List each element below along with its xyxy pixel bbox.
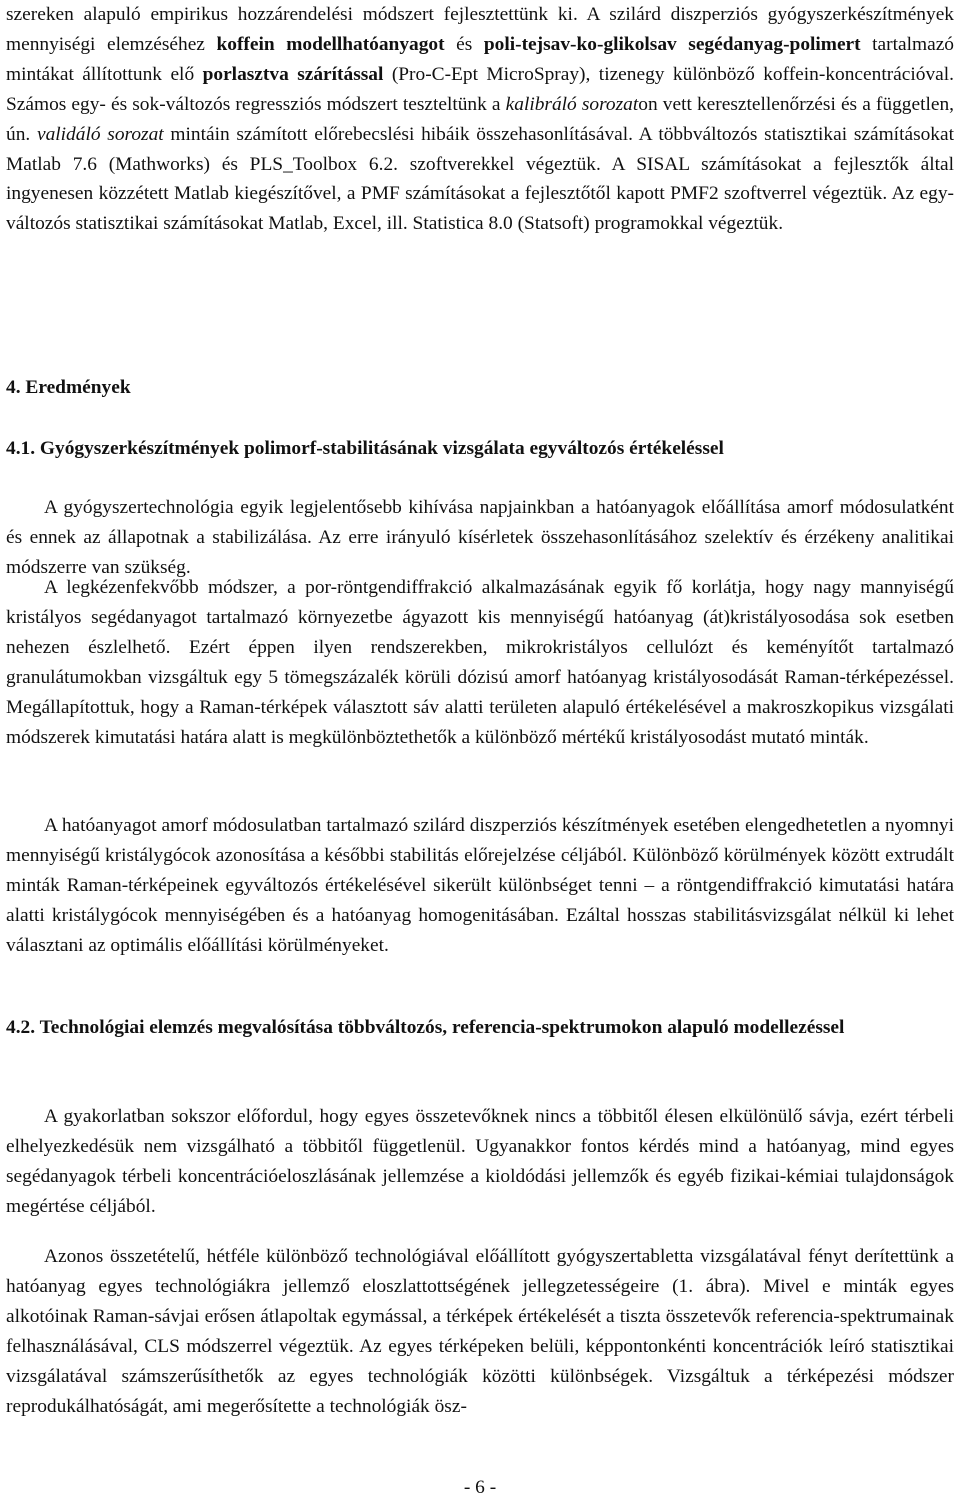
bold-term: koffein modellhatóanyagot — [216, 33, 445, 55]
bold-term: porlasztva szárítással — [202, 63, 384, 85]
intro-text: (Pro-C-Ept MicroSpray), tizenegy különböző koffein-koncentrációval. Számos egy- és sok-változós regressziós módszert teszteltünk a — [6, 63, 955, 115]
intro-paragraph — [6, 0, 954, 239]
intro-text: szereken alapuló empirikus hozzárendelési módszert fejlesztettünk ki. A szilárd diszperziós gyógyszerkészítmények mennyiségi elemzéséhez — [6, 4, 954, 55]
section-4-1-heading: 4.1. Gyógyszerkészítmények polimorf-stabilitásának vizsgálata egyváltozós értékeléssel — [6, 438, 724, 459]
paragraph: A hatóanyagot amorf módosulatban tartalmazó szilárd diszperziós készítmények esetében elengedhetetlen a nyomnyi mennyiségű kristálygócok azonosítása a későbbi stabilitás előrejelzése céljából. Különböző körülmények között extrudált minták Raman-térképeinek egyváltozós értékelésével sikerült különbséget tenni – a röntgendiffrakció kimutatási határa alatti kristálygócok mennyiségében és a hatóanyag homogenitásában. Ezáltal hosszas stabilitásvizsgálat nélkül ki lehet választani az optimális előállítási körülményeket. — [6, 815, 954, 956]
paragraph: A gyógyszertechnológia egyik legjelentősebb kihívása napjainkban a hatóanyagok előállítása amorf módosulatként és ennek az állapotnak a stabilizálása. Az erre irányuló kísérletek összehasonlításához szelektív és érzékeny analitikai módszerre van szükség. — [6, 497, 954, 578]
software-text: A többváltozós statisztikai számításokat Matlab 7.6 (Mathworks) és PLS_Toolbox 6.2. szoftverekkel végeztük. A SISAL számításokat a fejlesztők által ingyenesen közzétett Matlab kiegészítővel, a PMF számításokat a fejlesztőtől kapott PMF2 szoftverrel végeztük. Az egy-változós statisztikai számításokat Matlab, Excel, ill. Statistica 8.0 (Statsoft) programokkal végeztük. — [6, 123, 954, 235]
bold-term: poli-tejsav-ko-glikolsav segédanyag-polimert — [483, 33, 861, 55]
page-number: - 6 - — [463, 1477, 497, 1498]
section-4-heading: 4. Eredmények — [6, 377, 131, 398]
intro-text: on vett keresztellenőrzési és a független, ún. — [6, 93, 954, 145]
intro-text: tartalmazó mintákat állítottunk elő — [6, 33, 954, 85]
section-4-2-heading: 4.2. Technológiai elemzés megvalósítása többváltozós, referencia-spektrumokon alapuló modellezéssel — [6, 1017, 845, 1038]
paragraph: Azonos összetételű, hétféle különböző technológiával előállított gyógyszertabletta vizsgálatával fényt derítettünk a hatóanyag egyes technológiákra jellemző eloszlattottségének jellegzetességeire (1. ábra). Mivel e minták egyes alkotóinak Raman-sávjai erősen átlapoltak egymással, a térképek értékelését a tiszta összetevők referencia-spektrumainak felhasználásával, CLS módszerrel végeztük. Az egyes térképeken belüli, képpontonkénti koncentrációk leíró statisztikai vizsgálatával számszerűsíthetők az egyes technológiák közötti különbségek. Vizsgáltuk a térképezési módszer reprodukálhatóságát, ami megerősítette a technológiák ösz- — [6, 1246, 954, 1417]
paragraph: A legkézenfekvőbb módszer, a por-röntgendiffrakció alkalmazásának egyik fő korlátja, hogy nagy mannyiségű kristályos segédanyagot tartalmazó környezetbe ágyazott kis mennyiségű hatóanyag (át)kristályosodása sok esetben nehezen észlelhető. Ezért éppen ilyen rendszerekben, mikrokristályos cellulózt és keményítőt tartalmazó granulátumokban vizsgáltuk egy 5 tömegszázalék körüli dózisú amorf hatóanyag kristályosodását Raman-térképezéssel. Megállapítottuk, hogy a Raman-térképek választott sáv alatti területen alapuló értékelésével a makroszkopikus vizsgálati módszerek kimutatási határa alatt is megkülönböztethetők a különböző mértékű kristályosodást mutató minták. — [6, 577, 954, 748]
italic-term: kalibráló sorozat — [505, 93, 639, 115]
paragraph: A gyakorlatban sokszor előfordul, hogy egyes összetevőknek nincs a többitől élesen elkülönülő sávja, ezért térbeli elhelyezkedésük nem vizsgálható a többitől függetlenül. Ugyanakkor fontos kérdés mind a hatóanyag, mind egyes segédanyagok térbeli koncentrációeloszlásának jellemzése a kioldódási jellemzők és egyéb fizikai-kémiai tulajdonságok megértése céljából. — [6, 1106, 954, 1217]
intro-text: és — [444, 33, 484, 55]
intro-text: mintáin számított előrebecslési hibáik összehasonlításával. — [163, 123, 633, 145]
italic-term: validáló sorozat — [36, 123, 164, 145]
